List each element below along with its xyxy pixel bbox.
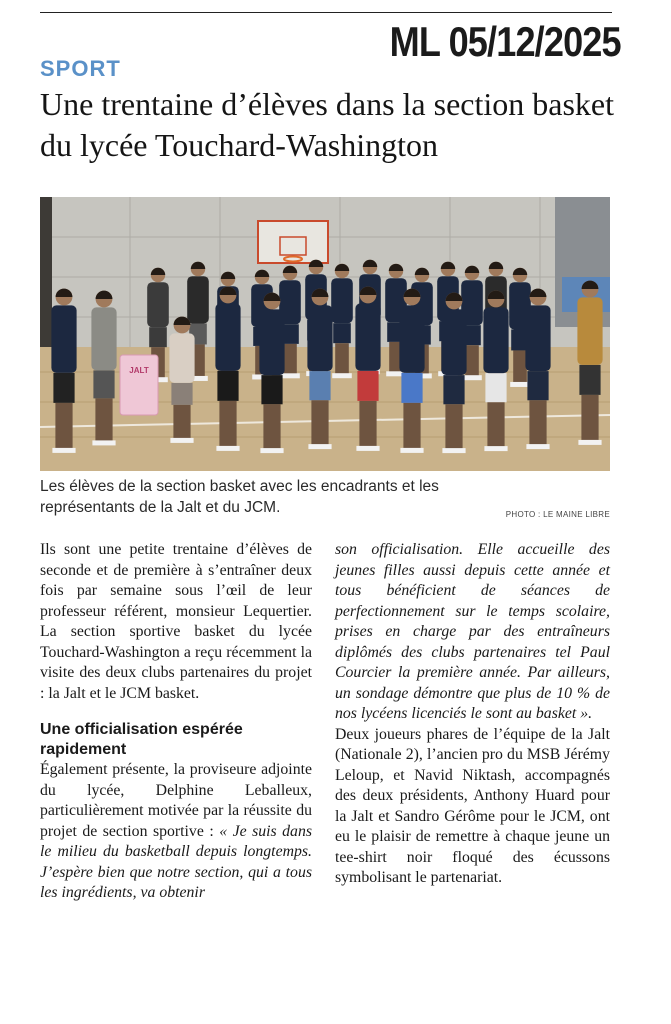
paragraph-intro: Ils sont une petite trentaine d’élèves de seconde et de première à s’entraîner deux fois par semaine sous l’œil de leur professeur référent, monsieur Lequertier. La section sportive basket du lycée Touchard-Washington a reçu récemment la visite des deux clubs partenaires du projet : la Jalt et le JCM basket. <box>40 541 312 702</box>
photo-caption: Les élèves de la section basket avec les encadrants et les représentants de la Jalt et du JCM. <box>40 478 439 516</box>
section-rubric: SPORT <box>40 56 121 81</box>
jersey-text: JALT <box>129 366 149 375</box>
article-photo <box>40 197 610 471</box>
jersey <box>120 355 158 415</box>
column-right <box>335 540 610 889</box>
paragraph-joueurs: Deux joueurs phares de l’équipe de la Jalt (Nationale 2), l’ancien pro du MSB Jérémy Leloup, et Navid Niktash, accompagnés des deux présidents, Anthony Huard pour la Jalt et Sandro Gérôme pour le JCM, ont eu le plaisir de remettre à chaque jeune un tee-shirt noir floqué des écussons symbolisant le partenariat. <box>335 725 610 886</box>
paragraph-proviseure-text: Également présente, la proviseure adjointe du lycée, Delphine Leballeux, particulièrement motivée par la réussite du projet de section sportive : <box>40 761 312 840</box>
photo-credit: PHOTO : LE MAINE LIBRE <box>505 510 610 519</box>
edition-date: ML 05/12/2025 <box>389 18 621 65</box>
paragraph-proviseure <box>40 760 312 904</box>
article-title: Une trentaine d’élèves dans la section basket du lycée Touchard-Washington <box>40 86 614 163</box>
top-rule <box>40 12 612 13</box>
quote-part2: son officialisation. Elle accueille des jeunes filles aussi depuis cette année et tous bénéficient de séances de perfectionnement sur le temps scolaire, prises en charge par des entraîneurs diplômés des clubs partenaires tel Paul Courcier la première année. Par ailleurs, un sondage démontre que plus de 10 % de nos lycéens licenciés le sont au basket ». <box>335 541 610 722</box>
subheading: Une officialisation espérée rapidement <box>40 721 243 758</box>
column-left <box>40 540 312 904</box>
quote-part1: « Je suis dans le milieu du basketball depuis longtemps. J’espère bien que notre section, qui a tous les ingrédients, va obtenir <box>40 822 312 901</box>
